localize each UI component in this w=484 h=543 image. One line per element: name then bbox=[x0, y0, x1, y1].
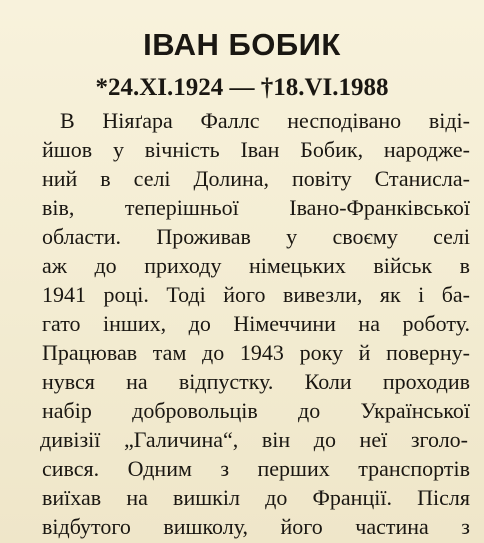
text-line: ний в селі Долина, повіту Станисла- bbox=[42, 166, 470, 191]
page-title: ІВАН БОБИК bbox=[143, 27, 341, 62]
text-line: В Ніяґара Фаллс несподівано віді- bbox=[60, 108, 470, 133]
text-line: набір добровольців до Української bbox=[42, 398, 470, 423]
text-line: области. Проживав у своєму селі bbox=[42, 224, 470, 249]
text-line: аж до приходу німецьких військ в bbox=[42, 253, 470, 278]
text-line: Працював там до 1943 року й поверну- bbox=[42, 340, 470, 365]
text-line: 1941 році. Тоді його вивезли, як і ба- bbox=[42, 282, 470, 307]
text-line: виїхав на вишкіл до Франції. Після bbox=[42, 485, 470, 510]
text-line: йшов у вічність Іван Бобик, народже- bbox=[42, 137, 470, 162]
text-line: гато інших, до Німеччини на роботу. bbox=[42, 311, 470, 336]
text-line: нувся на відпустку. Коли проходив bbox=[42, 369, 470, 394]
text-line: відбутого вишколу, його частина з bbox=[42, 514, 470, 539]
text-line: сився. Одним з перших транспортів bbox=[42, 456, 470, 481]
text-line: вів, теперішньої Івано-Франківської bbox=[42, 195, 470, 220]
life-dates: *24.ХІ.1924 — †18.VI.1988 bbox=[95, 74, 389, 101]
text-line: дивізії „Галичина“, він до неї зголо- bbox=[40, 427, 468, 452]
